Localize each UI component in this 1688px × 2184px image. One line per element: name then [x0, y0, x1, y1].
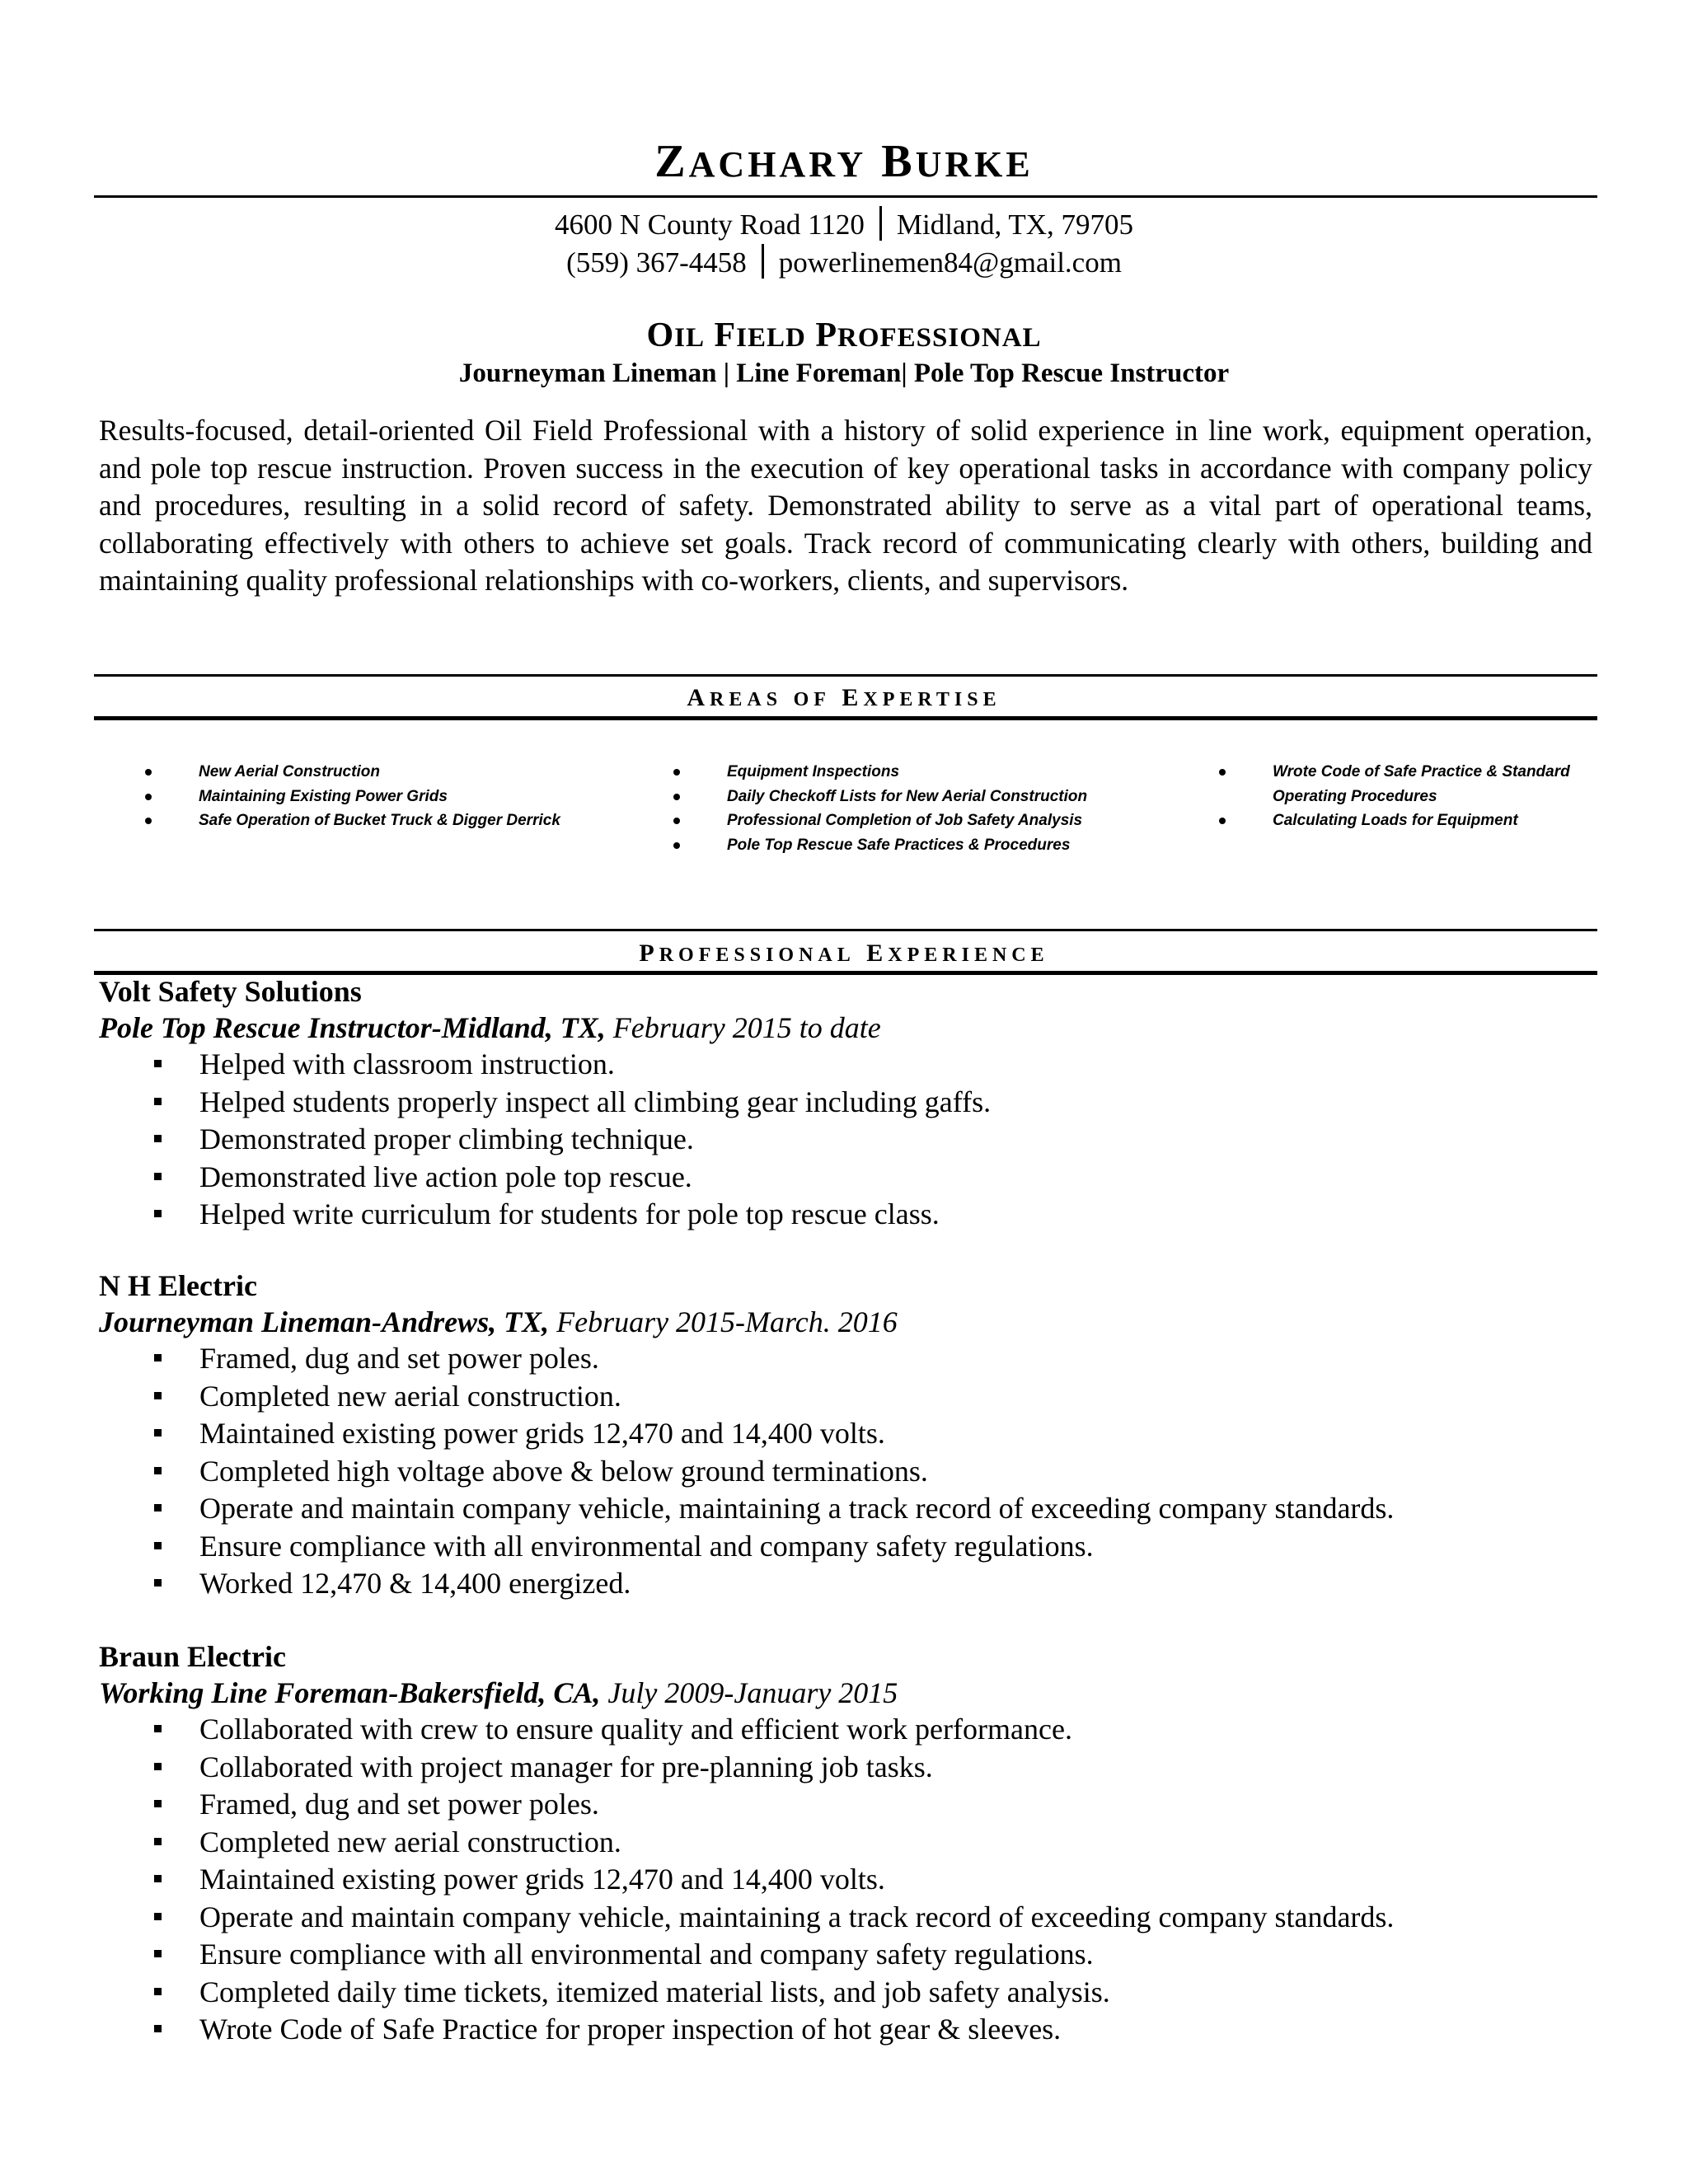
expertise-item: [145, 808, 640, 833]
square-bullet-icon: [154, 1763, 162, 1770]
expertise-item-text: Pole Top Rescue Safe Practices & Procedures: [727, 836, 1071, 854]
job-role-line: [99, 1304, 1599, 1340]
job-duty-text: Completed new aerial construction.: [199, 1379, 621, 1413]
job-duties-list: [99, 1340, 1599, 1603]
name-first-initial: Z: [654, 136, 689, 187]
expertise-item: [145, 785, 640, 809]
experience-section-title: [0, 941, 1688, 966]
contact-separator: [762, 244, 764, 279]
name-last-initial: B: [881, 136, 916, 187]
professional-subtitle: Journeyman Lineman | Line Foreman| Pole Top Rescue Instructor: [458, 359, 1230, 388]
bullet-icon: [673, 794, 680, 800]
expertise-item-text: New Aerial Construction: [199, 763, 380, 780]
expertise-section-title: [0, 686, 1688, 710]
job-duty: [99, 1974, 1599, 2012]
professional-headline: [0, 318, 1688, 353]
job-title: Working Line Foreman-Bakersfield, CA,: [99, 1676, 601, 1709]
job-duty-text: Demonstrated proper climbing technique.: [199, 1122, 694, 1155]
square-bullet-icon: [154, 1210, 162, 1217]
expertise-item-text: Daily Checkoff Lists for New Aerial Construction: [727, 787, 1088, 805]
job-duty: [99, 1121, 1599, 1159]
job-duties-list: [99, 1046, 1599, 1234]
section-title-rest: REAS: [710, 689, 783, 710]
job-duty: [99, 1453, 1599, 1491]
expertise-column-1: [145, 760, 640, 833]
job-duty: [99, 1824, 1599, 1862]
job-duty: [99, 1749, 1599, 1787]
job-duty: [99, 1861, 1599, 1899]
candidate-name: [0, 138, 1688, 185]
job-duty: [99, 1711, 1599, 1749]
expertise-item: [673, 808, 1201, 833]
square-bullet-icon: [154, 1354, 162, 1361]
expertise-item-text-continued: Operating Procedures: [1273, 787, 1437, 805]
job-duty-text: Maintained existing power grids 12,470 and 14,400 volts.: [199, 1417, 885, 1450]
job-duty-text: Completed daily time tickets, itemized material lists, and job safety analysis.: [199, 1975, 1110, 2008]
city-state-zip: Midland, TX, 79705: [896, 209, 1134, 241]
bullet-icon: [1219, 769, 1226, 776]
expertise-column-3: [1219, 760, 1648, 833]
job-title: Journeyman Lineman-Andrews, TX,: [99, 1305, 550, 1338]
job-duty: [99, 1490, 1599, 1528]
headline-initial: O: [646, 316, 675, 354]
headline-initial: P: [815, 316, 837, 354]
job-duty-text: Ensure compliance with all environmental and company safety regulations.: [199, 1938, 1094, 1971]
expertise-item-text: Equipment Inspections: [727, 763, 900, 780]
company-name: Volt Safety Solutions: [99, 975, 362, 1008]
headline-initial: F: [714, 316, 737, 354]
expertise-bottom-rule: [94, 716, 1597, 720]
street-address: 4600 N County Road 1120: [554, 209, 865, 241]
company-name: N H Electric: [99, 1269, 257, 1302]
square-bullet-icon: [154, 1988, 162, 1995]
square-bullet-icon: [154, 1060, 162, 1067]
job-duty: [99, 1936, 1599, 1974]
job-duty: [99, 1196, 1599, 1234]
headline-rest: ROFESSIONAL: [837, 323, 1042, 353]
name-divider: [94, 195, 1597, 198]
job-dates: July 2009-January 2015: [600, 1676, 898, 1709]
job-entry: [99, 1638, 1599, 2049]
job-duty-text: Collaborated with crew to ensure quality and efficient work performance.: [199, 1713, 1072, 1746]
job-duty: [99, 1528, 1599, 1566]
expertise-column-2: [673, 760, 1201, 857]
job-dates: February 2015 to date: [605, 1011, 881, 1044]
job-duty-text: Worked 12,470 & 14,400 energized.: [199, 1567, 631, 1600]
square-bullet-icon: [154, 1800, 162, 1807]
company-name: Braun Electric: [99, 1640, 286, 1673]
job-duty-text: Wrote Code of Safe Practice for proper inspection of hot gear & sleeves.: [199, 2013, 1062, 2046]
expertise-item: [1219, 760, 1648, 808]
job-dates: February 2015-March. 2016: [549, 1305, 898, 1338]
expertise-item: [673, 760, 1201, 785]
bullet-icon: [673, 769, 680, 776]
phone-number: (559) 367-4458: [566, 246, 747, 279]
square-bullet-icon: [154, 1875, 162, 1882]
section-title-initial: P: [639, 940, 659, 967]
section-title-rest: OF: [793, 689, 831, 710]
square-bullet-icon: [154, 1542, 162, 1549]
job-duty: [99, 1084, 1599, 1122]
section-title-rest: XPERIENCE: [888, 944, 1049, 966]
section-title-initial: E: [842, 684, 864, 711]
section-title-initial: A: [687, 684, 710, 711]
job-duty-text: Completed high voltage above & below ground terminations.: [199, 1454, 928, 1488]
job-duty-text: Helped students properly inspect all climbing gear including gaffs.: [199, 1085, 992, 1118]
job-role-line: [99, 1675, 1599, 1711]
headline-rest: IELD: [736, 323, 806, 353]
expertise-item-text: Safe Operation of Bucket Truck & Digger Derrick: [199, 812, 560, 829]
square-bullet-icon: [154, 1725, 162, 1732]
job-duty-text: Operate and maintain company vehicle, maintaining a track record of exceeding company standards.: [199, 1900, 1395, 1933]
expertise-item: [673, 785, 1201, 809]
experience-top-rule: [94, 929, 1597, 931]
job-duty: [99, 1786, 1599, 1824]
bullet-icon: [673, 842, 680, 849]
expertise-item-text: Professional Completion of Job Safety Analysis: [727, 812, 1083, 829]
job-title: Pole Top Rescue Instructor-Midland, TX,: [99, 1011, 606, 1044]
square-bullet-icon: [154, 1135, 162, 1142]
job-duty: [99, 1378, 1599, 1416]
job-duty: [99, 1899, 1599, 1937]
bullet-icon: [145, 794, 152, 800]
square-bullet-icon: [154, 1392, 162, 1399]
expertise-item-text: Maintaining Existing Power Grids: [199, 787, 448, 805]
expertise-top-rule: [94, 674, 1597, 677]
expertise-item: [1219, 808, 1648, 833]
bullet-icon: [673, 818, 680, 824]
job-duty-text: Collaborated with project manager for pre-planning job tasks.: [199, 1750, 933, 1783]
job-duty: [99, 1340, 1599, 1378]
job-role-line: [99, 1010, 1599, 1046]
job-duty: [99, 1415, 1599, 1453]
square-bullet-icon: [154, 1950, 162, 1957]
square-bullet-icon: [154, 1504, 162, 1511]
square-bullet-icon: [154, 1838, 162, 1845]
square-bullet-icon: [154, 1429, 162, 1436]
contact-phone-line: [0, 244, 1688, 279]
job-entry: [99, 1268, 1599, 1603]
expertise-item: [145, 760, 640, 785]
expertise-item: [673, 833, 1201, 858]
expertise-item-text: Wrote Code of Safe Practice & Standard: [1273, 763, 1570, 780]
square-bullet-icon: [154, 1579, 162, 1586]
square-bullet-icon: [154, 2025, 162, 2032]
bullet-icon: [145, 769, 152, 776]
job-duty-text: Maintained existing power grids 12,470 and 14,400 volts.: [199, 1863, 885, 1896]
headline-rest: IL: [674, 323, 705, 353]
expertise-item-text: Calculating Loads for Equipment: [1273, 812, 1518, 829]
contact-separator: [879, 206, 882, 241]
job-duty: [99, 1046, 1599, 1084]
job-duty-text: Helped write curriculum for students for pole top rescue class.: [199, 1197, 940, 1230]
job-duty: [99, 1159, 1599, 1197]
job-duty-text: Operate and maintain company vehicle, maintaining a track record of exceeding company standards.: [199, 1492, 1395, 1525]
job-duty: [99, 1565, 1599, 1603]
job-entry: [99, 973, 1599, 1234]
job-duty-text: Framed, dug and set power poles.: [199, 1788, 599, 1821]
section-title-initial: E: [866, 940, 889, 967]
square-bullet-icon: [154, 1098, 162, 1105]
job-duty: [99, 2011, 1599, 2049]
summary-paragraph: Results-focused, detail-oriented Oil Field Professional with a history of solid experience in line work, equipment operation, and pole top rescue instruction. Proven success in the execution of key operational tasks in accordance with company policy and procedures, resulting in a solid record of safety. Demonstrated ability to serve as a vital part of operational teams, collaborating effectively with others to achieve set goals. Track record of communicating clearly with others, building and maintaining quality professional relationships with co-workers, clients, and supervisors.: [99, 414, 1592, 597]
name-last-rest: URKE: [915, 144, 1034, 185]
job-duty-text: Completed new aerial construction.: [199, 1825, 621, 1858]
email-address[interactable]: powerlinemen84@gmail.com: [778, 246, 1122, 279]
contact-address-line: [0, 206, 1688, 241]
job-duty-text: Framed, dug and set power poles.: [199, 1342, 599, 1375]
job-duty-text: Helped with classroom instruction.: [199, 1047, 615, 1080]
square-bullet-icon: [154, 1173, 162, 1180]
section-title-rest: ROFESSIONAL: [659, 944, 856, 966]
section-title-rest: XPERTISE: [863, 689, 1001, 710]
bullet-icon: [1219, 818, 1226, 824]
job-duty-text: Ensure compliance with all environmental and company safety regulations.: [199, 1529, 1094, 1563]
bullet-icon: [145, 818, 152, 824]
square-bullet-icon: [154, 1913, 162, 1920]
square-bullet-icon: [154, 1467, 162, 1474]
job-duty-text: Demonstrated live action pole top rescue.: [199, 1160, 692, 1193]
name-first-rest: ACHARY: [688, 144, 867, 185]
job-duties-list: [99, 1711, 1599, 2049]
